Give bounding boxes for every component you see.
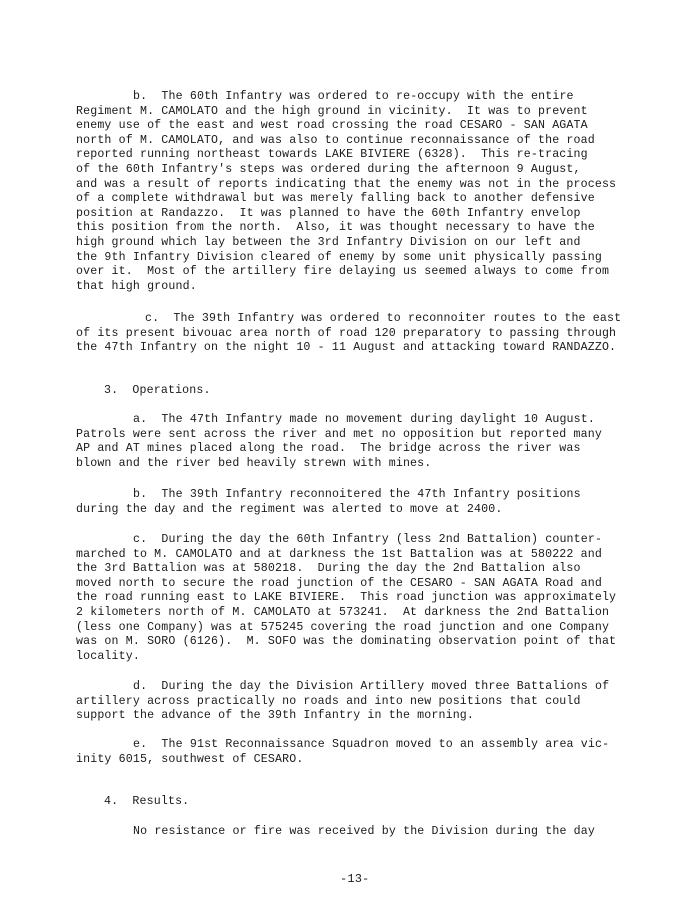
text-line: high ground which lay between the 3rd Infantry Division on our left and [76,236,581,249]
text-line: reported running northeast towards LAKE BIVIERE (6328). This re-tracing [76,148,588,162]
text-line: 2 kilometers north of M. CAMOLATO at 573241. At darkness the 2nd Battalion [76,606,610,619]
text-line: Regiment M. CAMOLATO and the high ground in vicinity. It was to prevent [76,104,588,118]
text-line: the 3rd Battalion was at 580218. During the day the 2nd Battalion also [76,562,581,576]
text-line: during the day and the regiment was alerted to move at 2400. [76,502,503,516]
heading-text: 4. Results. [104,795,190,808]
text-line: Patrols were sent across the river and met no opposition but reported many [76,427,602,441]
text-line: this position from the north. Also, it was thought necessary to have the [76,221,595,235]
text-line: was on M. SORO (6126). M. SOFO was the dominating observation point of that [76,635,617,649]
text-line: a. The 47th Infantry made no movement during daylight 10 August. [133,413,595,426]
text-line: AP and AT mines placed along the road. The bridge across the river was [76,442,581,456]
text-line: over it. Most of the artillery fire delaying us seemed always to come from [76,265,610,279]
text-line: of a complete withdrawal but was merely falling back to another defensive [76,192,595,206]
text-line: e. The 91st Reconnaissance Squadron moved to an assembly area vic- [133,738,610,751]
text-line: b. The 39th Infantry reconnoitered the 47th Infantry positions [133,488,581,501]
text-line: of the 60th Infantry's steps was ordered during the afternoon 9 August, [76,163,581,176]
text-line: inity 6015, southwest of CESARO. [76,752,304,766]
text-line: support the advance of the 39th Infantry in the morning. [76,709,475,723]
text-line: c. During the day the 60th Infantry (less 2nd Battalion) counter- [133,533,603,546]
text-line: moved north to secure the road junction of the CESARO - SAN AGATA Road and [76,576,602,590]
text-line: artillery across practically no roads and into new positions that could [76,694,581,708]
text-line: enemy use of the east and west road crossing the road CESARO - SAN AGATA [76,119,588,133]
text-line: (less one Company) was at 575245 covering the road junction and one Company [76,620,610,634]
text-line: north of M. CAMOLATO, and was also to continue reconnaissance of the road [76,133,595,147]
text-line: of its present bivouac area north of road 120 preparatory to passing through [76,326,617,340]
text-line: position at Randazzo. It was planned to have the 60th Infantry envelop [76,206,581,220]
text-line: blown and the river bed heavily strewn with mines. [76,456,432,470]
text-line: c. The 39th Infantry was ordered to reconnoiter routes to the east [145,312,622,325]
text-line: the 47th Infantry on the night 10 - 11 August and attacking toward RANDAZZO. [76,341,617,355]
heading-text: 3. Operations. [104,384,211,397]
text-line: locality. [76,649,140,663]
text-line: marched to M. CAMOLATO and at darkness the 1st Battalion was at 580222 and [76,547,602,561]
text-line: that high ground. [76,279,197,293]
text-line: the 9th Infantry Division cleared of enemy by some unit physically passing [76,250,602,264]
text-line: and was a result of reports indicating that the enemy was not in the process [76,177,617,191]
text-line: the road running east to LAKE BIVIERE. This road junction was approximately [76,591,617,605]
text-line: No resistance or fire was received by the Division during the day [133,825,595,838]
text-line: d. During the day the Division Artillery moved three Battalions of [133,680,610,693]
text-line: b. The 60th Infantry was ordered to re-occupy with the entire [133,90,574,103]
page-number: -13- [340,872,370,886]
